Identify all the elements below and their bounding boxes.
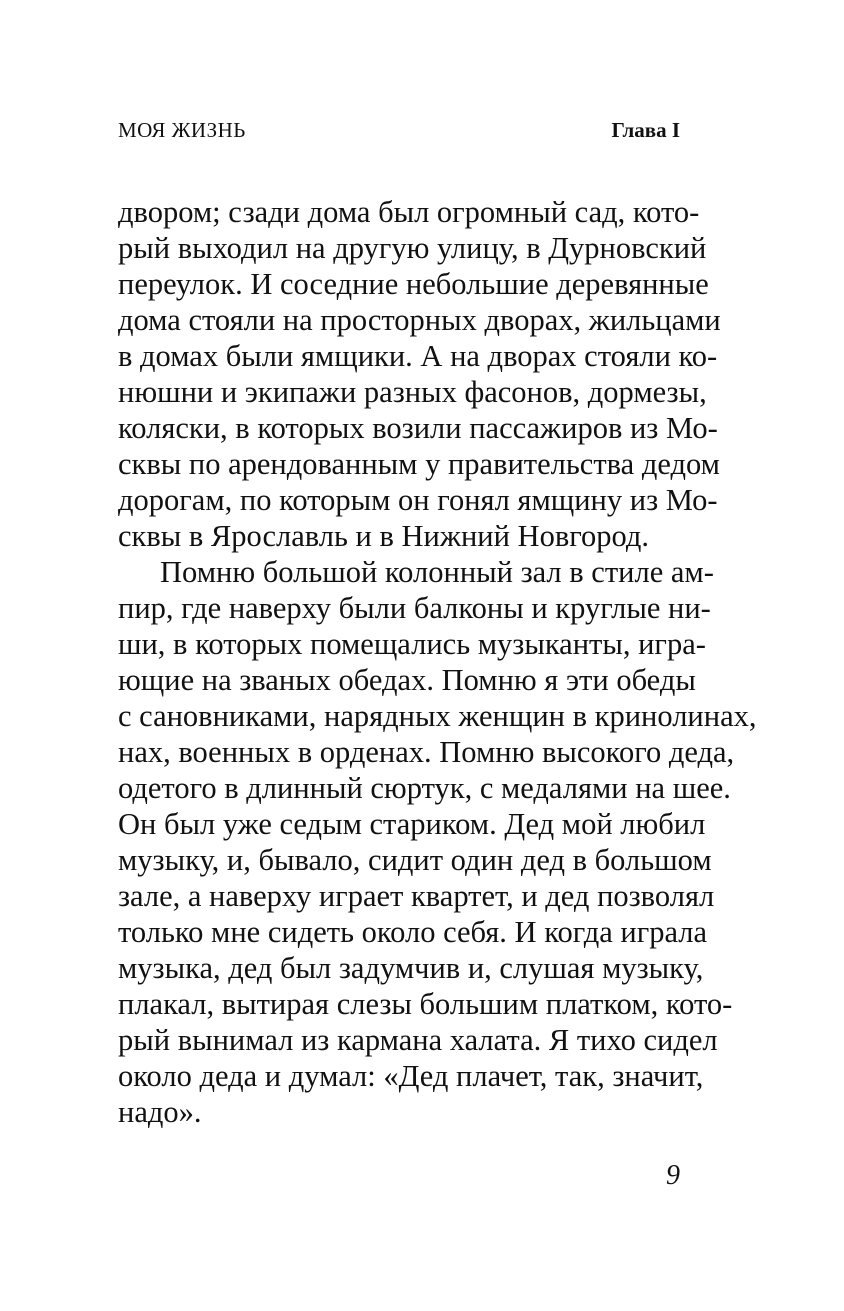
text-line: надо». [118,1095,202,1129]
text-line: рый выходил на другую улицу, в Дурновский [118,231,707,265]
text-line: пир, где наверху были балконы и круглые ни- [118,591,711,625]
body-text [118,194,757,1130]
text-line: около деда и думал: «Дед плачет, так, значит, [118,1059,704,1093]
text-line: дома стояли на просторных дворах, жильцами [118,303,721,337]
text-line: сквы в Ярославль и в Нижний Новгород. [118,519,649,553]
text-line: нах, военных в орденах. Помню высокого деда, [118,735,735,769]
text-line: только мне сидеть около себя. И когда играла [118,915,708,949]
text-line: ши, в которых помещались музыканты, игра- [118,627,706,661]
text-line: музыку, и, бывало, сидит один дед в большом [118,843,712,877]
text-line: Он был уже седым стариком. Дед мой любил [118,807,706,841]
text-line: рый вынимал из кармана халата. Я тихо сидел [118,1023,718,1057]
text-line: зале, а наверху играет квартет, и дед позволял [118,879,715,913]
text-line: коляски, в которых возили пассажиров из Мо- [118,411,718,445]
text-line: с сановниками, нарядных женщин в кринолинах, [118,699,757,733]
page-number: 9 [666,1160,680,1191]
text-line: музыка, дед был задумчив и, слушая музыку, [118,951,704,985]
chapter-label: Глава I [611,118,680,142]
text-line: ющие на званых обедах. Помню я эти обеды [118,663,696,697]
text-line: сквы по арендованным у правительства дедом [118,447,720,481]
text-line: дорогам, по которым он гонял ямщину из Мо- [118,483,718,517]
book-title: МОЯ ЖИЗНЬ [118,118,246,142]
text-line: плакал, вытирая слезы большим платком, кото- [118,987,733,1021]
text-line: одетого в длинный сюртук, с медалями на шее. [118,771,731,805]
text-line: Помню большой колонный зал в стиле ам- [160,555,714,589]
text-line: двором; сзади дома был огромный сад, кото- [118,195,700,229]
text-line: нюшни и экипажи разных фасонов, дормезы, [118,375,707,409]
text-line: переулок. И соседние небольшие деревянные [118,267,709,301]
text-line: в домах были ямщики. А на дворах стояли ко- [118,339,718,373]
running-header [118,118,680,148]
